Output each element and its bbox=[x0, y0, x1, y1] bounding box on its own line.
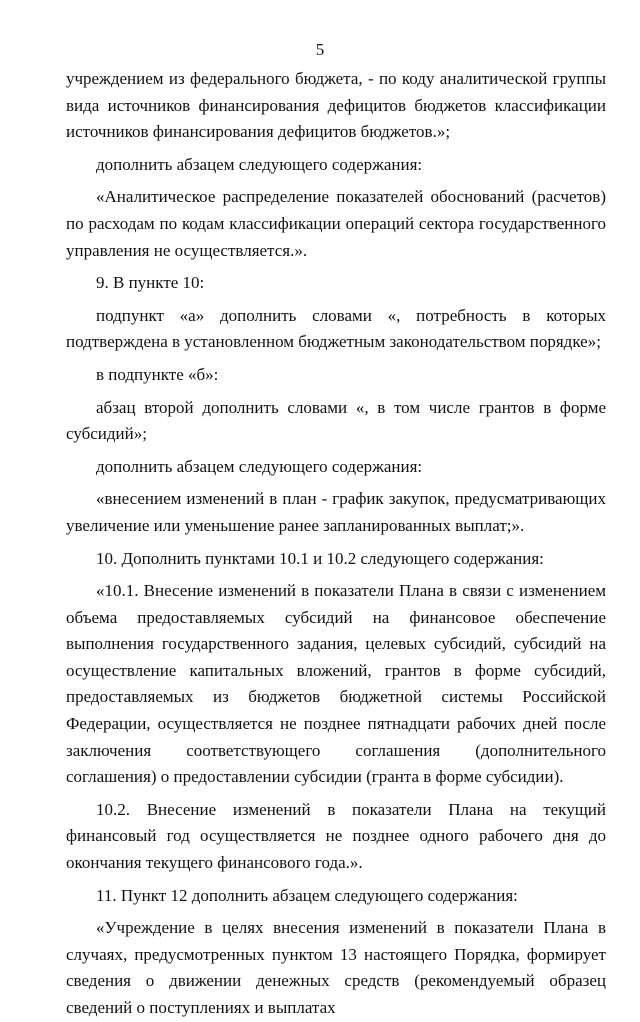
paragraph-supplement-instruction-2: дополнить абзацем следующего содержания: bbox=[96, 456, 423, 476]
paragraph-item-9: 9. В пункте 10: bbox=[96, 273, 205, 293]
paragraph-subitem-b: в подпункте «б»: bbox=[96, 364, 219, 384]
page-number: 5 bbox=[315, 40, 325, 59]
paragraph-item-10: 10. Дополнить пунктами 10.1 и 10.2 следующего содержания: bbox=[96, 548, 544, 568]
paragraph-second-abzac: абзац второй дополнить словами «, в том числе грантов в форме субсидий»; bbox=[66, 397, 606, 444]
paragraph-subitem-a: подпункт «а» дополнить словами «, потребность в которых подтверждена в установленном бюджетным законодательством порядке»; bbox=[66, 305, 606, 352]
paragraph-continuation: учреждением из федерального бюджета, - по коду аналитической группы вида источников финансирования дефицитов бюджетов классификации источников финансирования дефицитов бюджетов.»; bbox=[66, 69, 606, 142]
paragraph-institution-statement: «Учреждение в целях внесения изменений в показатели Плана в случаях, предусмотренных пунктом 13 настоящего Порядка, формирует сведения о движении денежных средств (рекомендуемый образец сведений о поступлениях и выплатах bbox=[66, 918, 606, 1017]
paragraph-procurement-plan: «внесением изменений в план - график закупок, предусматривающих увеличение или уменьшение ранее запланированных выплат;». bbox=[66, 489, 606, 535]
paragraph-item-10-2: 10.2. Внесение изменений в показатели Плана на текущий финансовый год осуществляется не позднее одного рабочего дня до окончания текущего финансового года.». bbox=[66, 799, 606, 873]
paragraph-item-11: 11. Пункт 12 дополнить абзацем следующего содержания: bbox=[96, 885, 518, 905]
paragraph-item-10-1: «10.1. Внесение изменений в показатели Плана в связи с изменением объема предоставляемых субсидий на финансовое обеспечение выполнения государственного задания, целевых субсидий, субсидий на осуществление капитальных вложений, грантов в форме субсидий, предоставляемых из бюджетов бюджетной системы Российской Федерации, осуществляется не позднее пятнадцати рабочих дней после заключения соответствующего соглашения (дополнительного соглашения) о предоставлении субсидии (гранта в форме субсидии). bbox=[66, 581, 606, 787]
paragraph-analytic-distribution: «Аналитическое распределение показателей обоснований (расчетов) по расходам по кодам классификации операций сектора государственного управления не осуществляется.». bbox=[66, 187, 606, 260]
document-body bbox=[66, 66, 606, 1022]
paragraph-supplement-instruction: дополнить абзацем следующего содержания: bbox=[96, 154, 423, 174]
